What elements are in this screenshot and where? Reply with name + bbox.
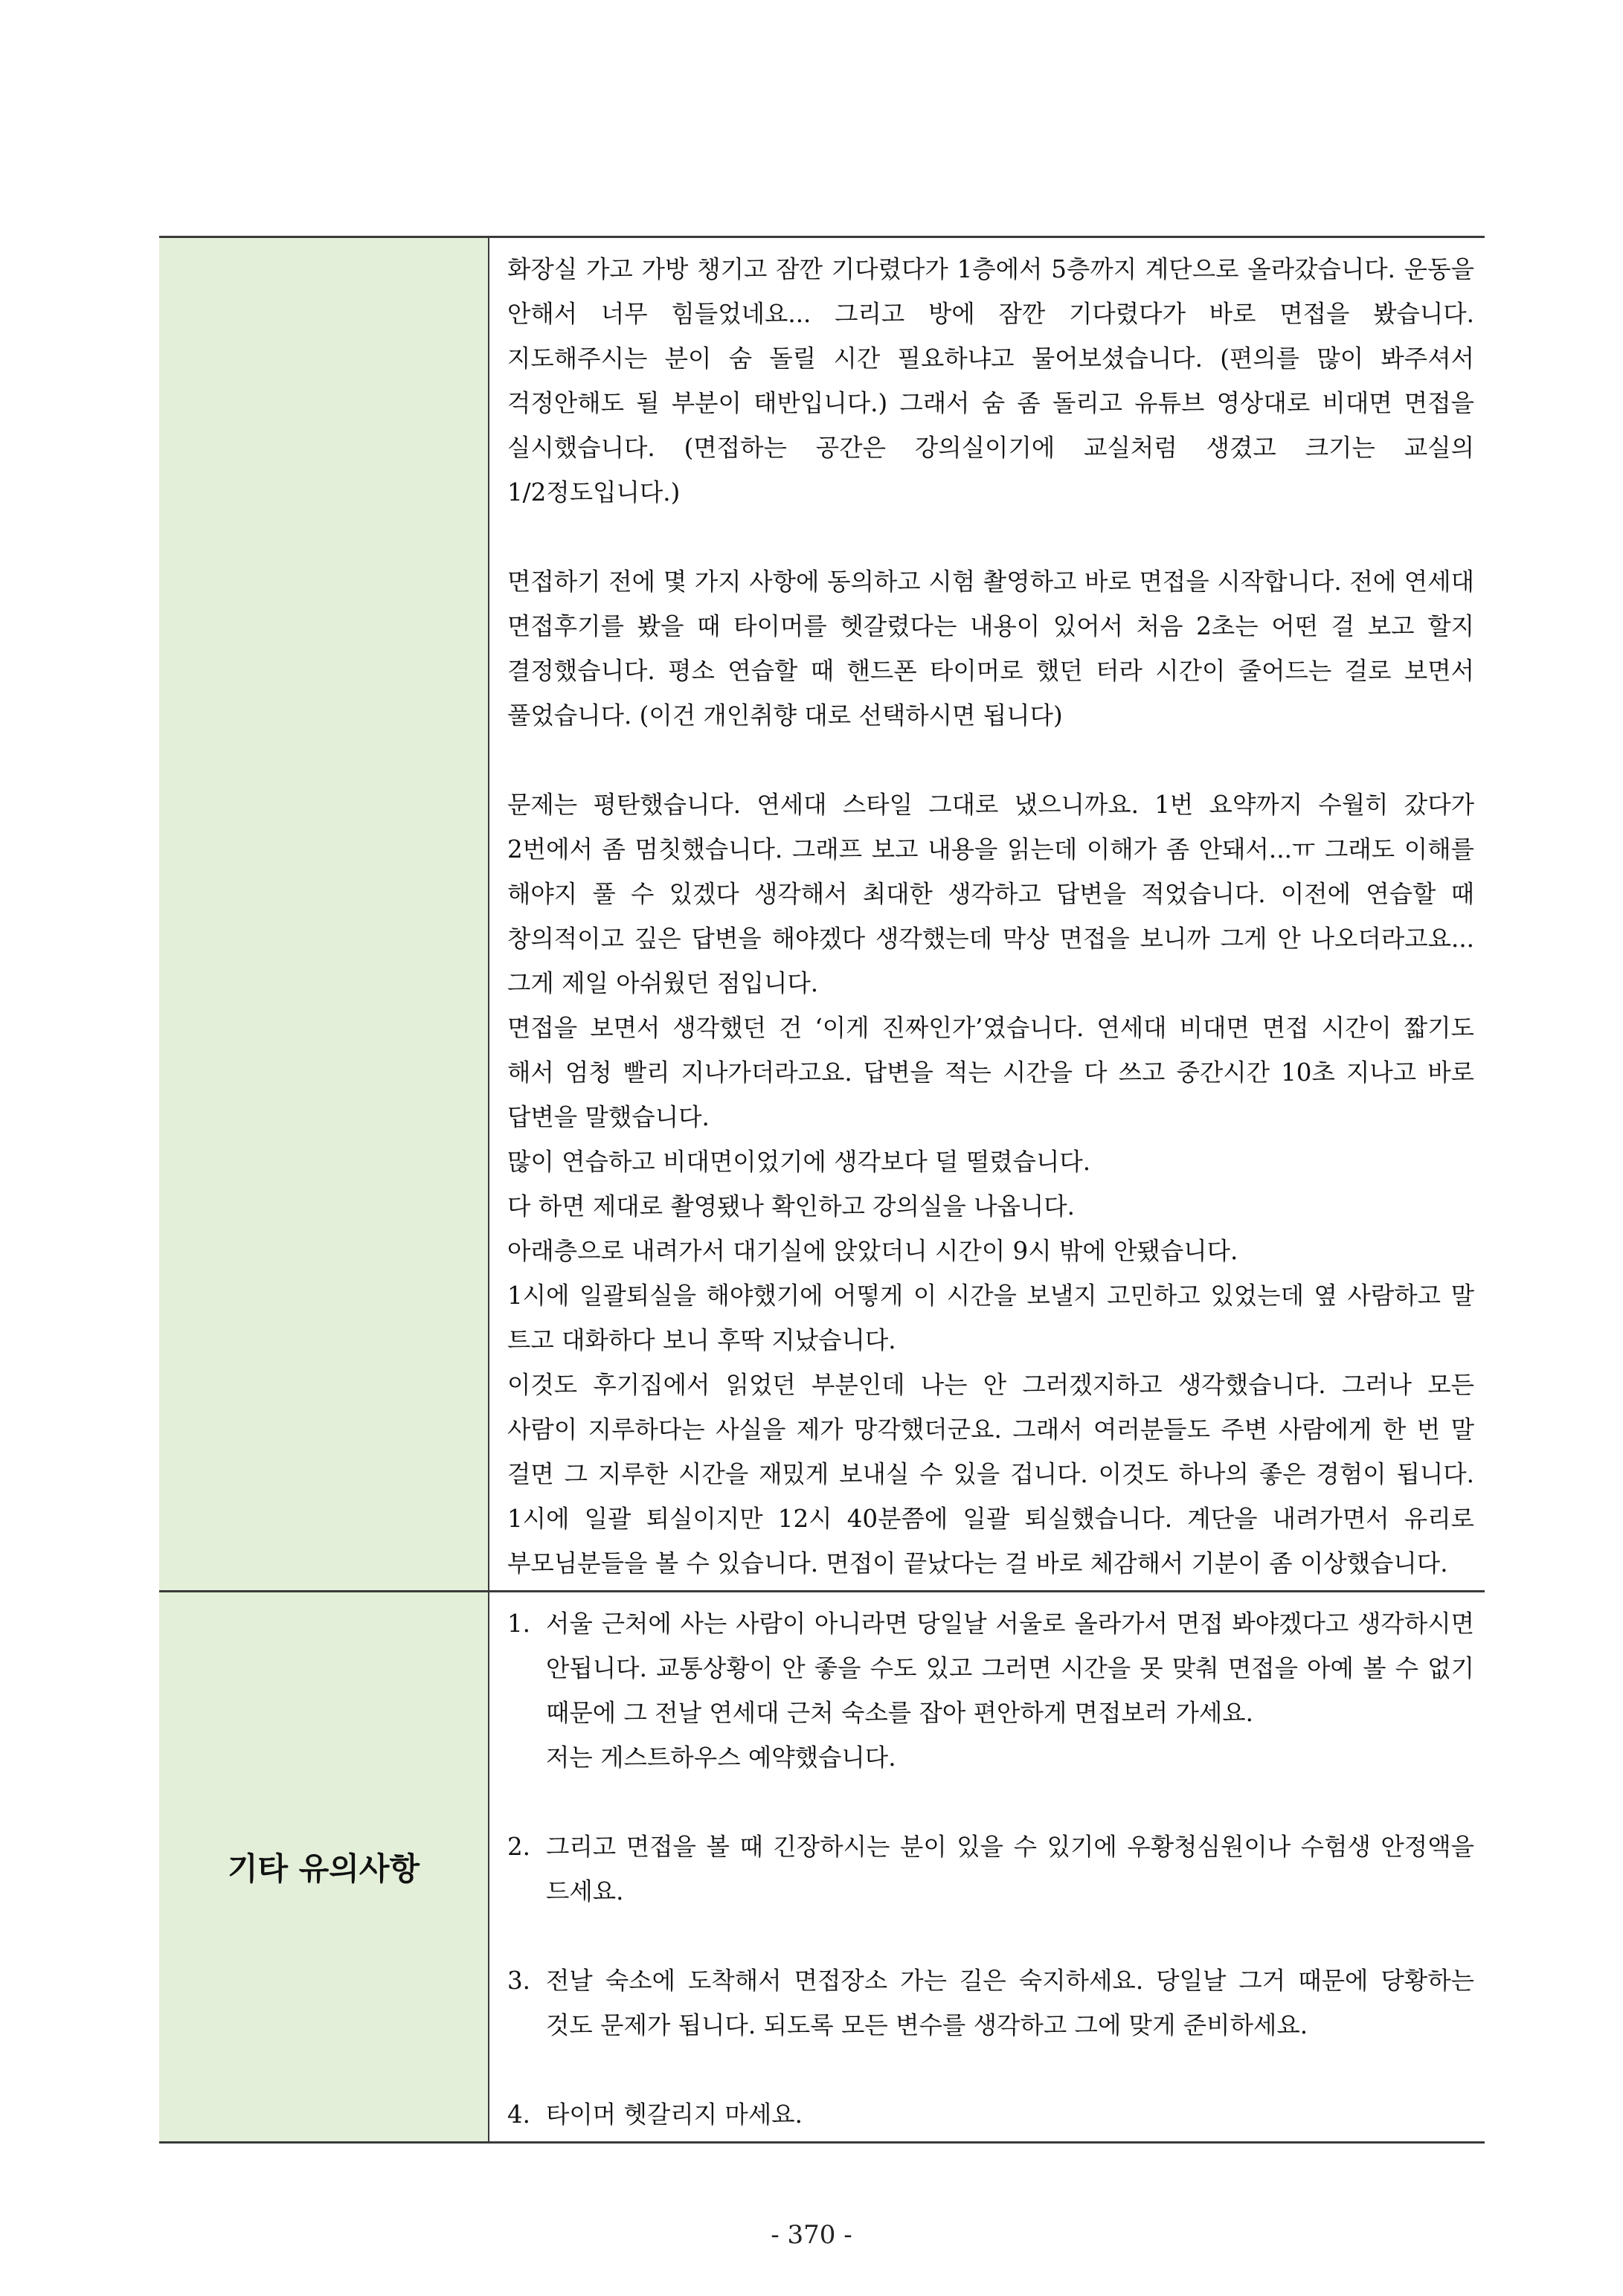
list-item: [507, 1958, 1474, 2048]
list-number: 4.: [507, 2100, 531, 2129]
list-text: 전날 숙소에 도착해서 면접장소 가는 길은 숙지하세요. 당일날 그거 때문에 당황하는 것도 문제가 됩니다. 되도록 모든 변수를 생각하고 그에 맞게 준비하세요.: [546, 1967, 1474, 2039]
list-text: 타이머 헷갈리지 마세요.: [546, 2100, 803, 2129]
list-text: 그리고 면접을 볼 때 긴장하시는 분이 있을 수 있기에 우황청심원이나 수험생 안정액을 드세요.: [546, 1833, 1474, 1906]
page-number: - 370 -: [771, 2220, 852, 2250]
list-text: 저는 게스트하우스 예약했습니다.: [546, 1743, 896, 1772]
paragraph-gap: [507, 1914, 1474, 1958]
paragraph: 많이 연습하고 비대면이었기에 생각보다 덜 떨렸습니다.: [507, 1148, 1091, 1176]
list-item: [507, 1601, 1474, 1780]
row-label: 기타 유의사항: [227, 1850, 420, 1887]
row-label-cell: [159, 237, 489, 1592]
list-body: [546, 2092, 1474, 2137]
list-item: [507, 1824, 1474, 1914]
paragraph-gap: [507, 738, 1474, 782]
list-body: [546, 1824, 1474, 1914]
table-row: [159, 1592, 1485, 2143]
table-row: [159, 237, 1485, 1592]
paragraph: 면접하기 전에 몇 가지 사항에 동의하고 시험 촬영하고 바로 면접을 시작합니다. 전에 연세대 면접후기를 봤을 때 타이머를 헷갈렸다는 내용이 있어서 처음 2초는 어떤 걸 보고 할지 결정했습니다. 평소 연습할 때 핸드폰 타이머로 했던 터라 시간이 줄어드는 걸로 보면서 풀었습니다. (이건 개인취향 대로 선택하시면 됩니다): [507, 567, 1474, 730]
paragraph-gap: [507, 2048, 1474, 2092]
paragraph-gap: [507, 515, 1474, 559]
paragraph: 문제는 평탄했습니다. 연세대 스타일 그대로 냈으니까요. 1번 요약까지 수월히 갔다가 2번에서 좀 멈칫했습니다. 그래프 보고 내용을 읽는데 이해가 좀 안돼서...ㅠ 그래도 이해를 해야지 풀 수 있겠다 생각해서 최대한 생각하고 답변을 적었습니다. 이전에 연습할 때 창의적이고 깊은 답변을 해야겠다 생각했는데 막상 면접을 보니까 그게 안 나오더라고요... 그게 제일 아쉬웠던 점입니다.: [507, 791, 1474, 997]
paragraph: 아래층으로 내려가서 대기실에 앉았더니 시간이 9시 밖에 안됐습니다.: [507, 1237, 1238, 1265]
paragraph: 다 하면 제대로 촬영됐나 확인하고 강의실을 나옵니다.: [507, 1192, 1076, 1221]
list-body: [546, 1601, 1474, 1780]
paragraph-gap: [507, 1780, 1474, 1824]
list-number: 3.: [507, 1967, 531, 1995]
paragraph: 면접을 보면서 생각했던 건 ‘이게 진짜인가’였습니다. 연세대 비대면 면접 시간이 짧기도 해서 엄청 빨리 지나가더라고요. 답변을 적는 시간을 다 쓰고 중간시간 10초 지나고 바로 답변을 말했습니다.: [507, 1014, 1474, 1131]
list-number: 1.: [507, 1610, 531, 1638]
list-body: [546, 1958, 1474, 2048]
paragraph: 이것도 후기집에서 읽었던 부분인데 나는 안 그러겠지하고 생각했습니다. 그러나 모든 사람이 지루하다는 사실을 제가 망각했더군요. 그래서 여러분들도 주변 사람에게 한 번 말 걸면 그 지루한 시간을 재밌게 보내실 수 있을 겁니다. 이것도 하나의 좋은 경험이 됩니다. 1시에 일괄 퇴실이지만 12시 40분쯤에 일괄 퇴실했습니다. 계단을 내려가면서 유리로 부모님분들을 볼 수 있습니다. 면접이 끝났다는 걸 바로 체감해서 기분이 좀 이상했습니다.: [507, 1371, 1474, 1578]
list-item: [507, 2092, 1474, 2137]
list-number: 2.: [507, 1833, 531, 1861]
row-content-cell: [489, 1592, 1485, 2143]
paragraph: 화장실 가고 가방 챙기고 잠깐 기다렸다가 1층에서 5층까지 계단으로 올라갔습니다. 운동을 안해서 너무 힘들었네요... 그리고 방에 잠깐 기다렸다가 바로 면접을 봤습니다. 지도해주시는 분이 숨 돌릴 시간 필요하냐고 물어보셨습니다. (편의를 많이 봐주셔서 걱정안해도 될 부분이 태반입니다.) 그래서 숨 좀 돌리고 유튜브 영상대로 비대면 면접을 실시했습니다. (면접하는 공간은 강의실이기에 교실처럼 생겼고 크기는 교실의 1/2정도입니다.): [507, 255, 1474, 507]
row-label-cell: [159, 1592, 489, 2143]
document-table: [159, 236, 1485, 2144]
row-content-cell: [489, 237, 1485, 1592]
list-text: 서울 근처에 사는 사람이 아니라면 당일날 서울로 올라가서 면접 봐야겠다고 생각하시면 안됩니다. 교통상황이 안 좋을 수도 있고 그러면 시간을 못 맞춰 면접을 아예 볼 수 없기 때문에 그 전날 연세대 근처 숙소를 잡아 편안하게 면접보러 가세요.: [546, 1610, 1474, 1727]
paragraph: 1시에 일괄퇴실을 해야했기에 어떻게 이 시간을 보낼지 고민하고 있었는데 옆 사람하고 말 트고 대화하다 보니 후딱 지났습니다.: [507, 1282, 1474, 1354]
